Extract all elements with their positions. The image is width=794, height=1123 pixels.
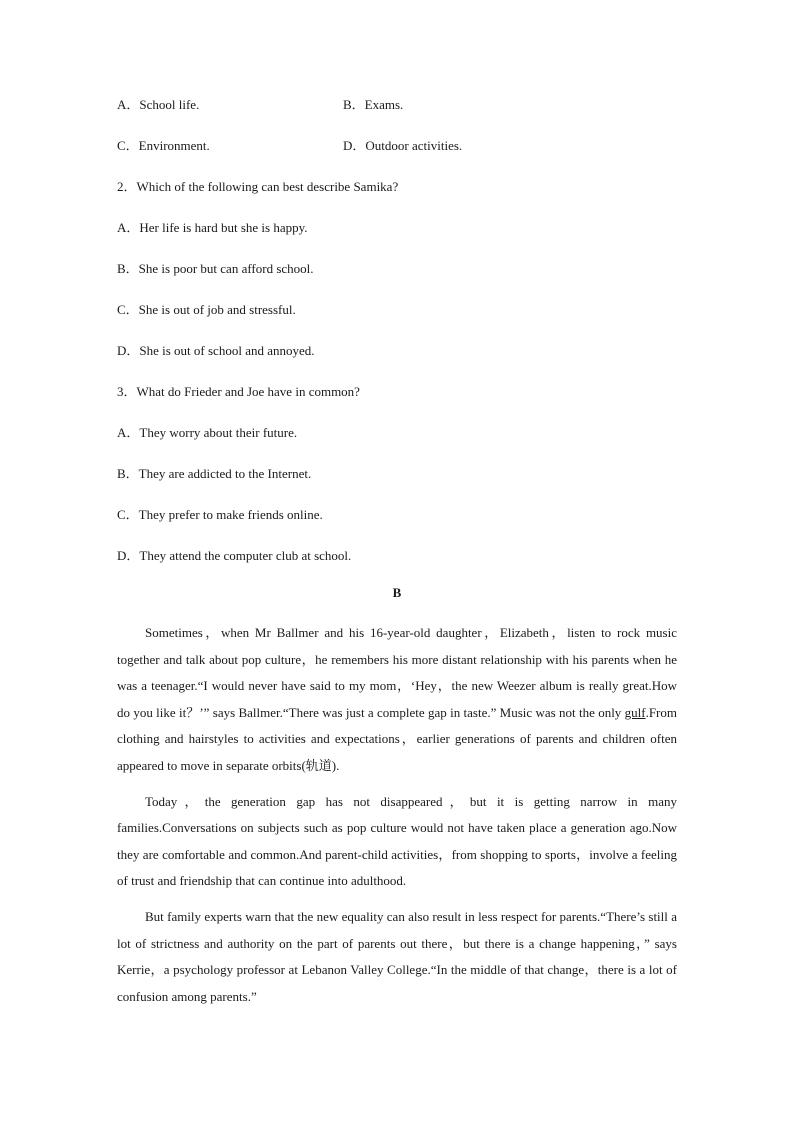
q3-option-c: C．They prefer to make friends online. [117,507,323,522]
q2-option-d: D．She is out of school and annoyed. [117,343,315,358]
q1-options-row-1 [117,96,677,113]
underlined-word-gulf: gulf [624,704,646,720]
paragraph-1-text-end: .From clothing and hairstyles to activities and expectations，earlier generations of parents and children often appeared to move in separate orbits(轨道). [117,704,677,773]
q3-option-d: D．They attend the computer club at school. [117,548,352,563]
paragraph-1-text-start: Sometimes，when Mr Ballmer and his 16-year-old daughter，Elizabeth，listen to rock music together and talk about pop culture，he remembers his more distant relationship with his parents when he was a teenager.“I would never have said to my mom，‘Hey，the new Weezer album is really great.How do you like it？’” says Ballmer.“There was just a complete gap in taste.” Music was not the only [117,625,677,720]
q1-option-b: B．Exams. [343,97,404,112]
section-heading: B [392,585,402,600]
q3-stem: 3．What do Frieder and Joe have in common? [117,384,360,399]
q3-option-b: B．They are addicted to the Internet. [117,466,312,481]
q1-options-row-2 [117,137,677,154]
q1-option-a: A．School life. [117,97,200,112]
passage-paragraph-1 [117,620,677,780]
q1-option-d: D．Outdoor activities. [343,138,463,153]
q2-stem: 2．Which of the following can best describe Samika? [117,179,399,194]
q3-option-a: A．They worry about their future. [117,425,298,440]
document-page [117,96,677,1019]
passage-paragraph-2: Today，the generation gap has not disappeared，but it is getting narrow in many families.Conversations on subjects such as pop culture would not have taken place a generation ago.Now they are comfortable and common.And parent-child activities，from shopping to sports，involve a feeling of trust and friendship that can continue into adulthood. [117,793,677,889]
q2-option-a: A．Her life is hard but she is happy. [117,220,308,235]
q1-option-c: C．Environment. [117,138,210,153]
q2-option-b: B．She is poor but can afford school. [117,261,314,276]
q2-option-c: C．She is out of job and stressful. [117,302,296,317]
passage-paragraph-3: But family experts warn that the new equality can also result in less respect for parents.“There’s still a lot of strictness and authority on the part of parents out there，but there is a change happening，” says Kerrie，a psychology professor at Lebanon Valley College.“In the middle of that change，there is a lot of confusion among parents.” [117,908,677,1004]
